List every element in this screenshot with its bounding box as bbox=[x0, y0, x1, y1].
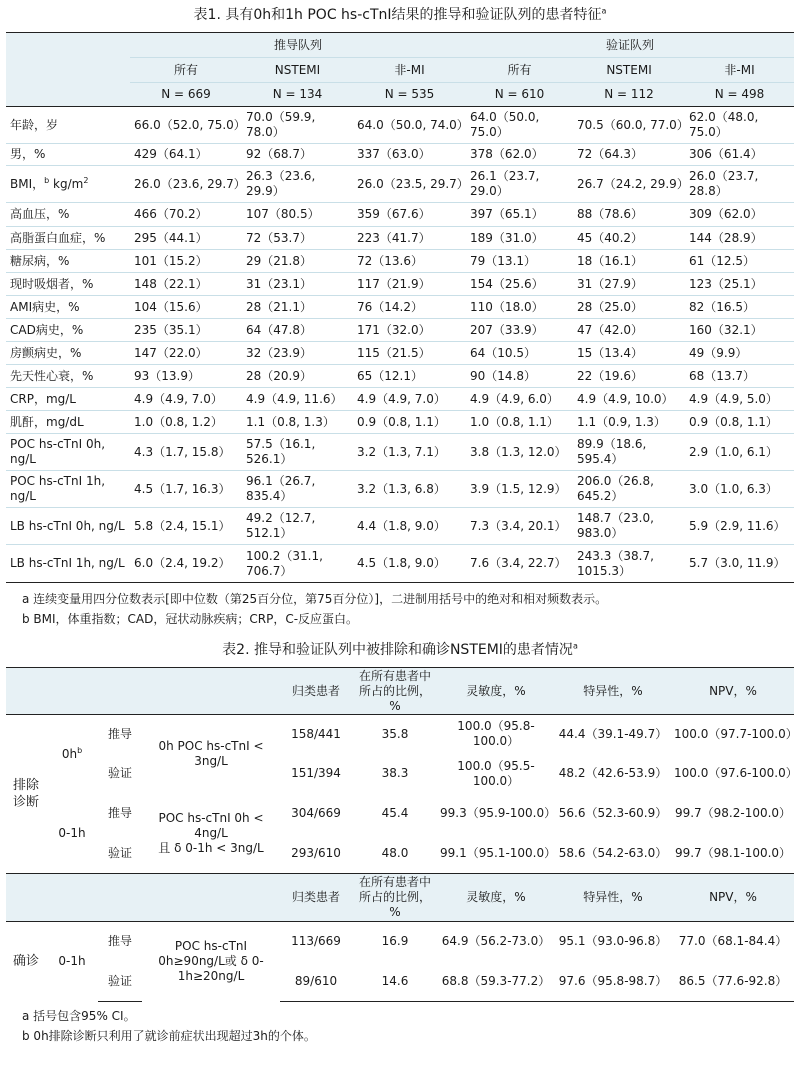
cell-value: 3.2（1.3, 6.8） bbox=[353, 471, 466, 508]
rule-out-0h-criterion: 0h POC hs-cTnI < 3ng/L bbox=[142, 715, 280, 794]
cell-npv: 100.0（97.7-100.0） bbox=[672, 715, 794, 754]
cell-value: 92（68.7） bbox=[242, 144, 353, 166]
cell-value: 4.9（4.9, 7.0） bbox=[353, 388, 466, 411]
cell-classified: 304/669 bbox=[291, 806, 341, 820]
cell-proportion: 45.4 bbox=[381, 806, 409, 820]
table2-caption-footnote-mark: a bbox=[572, 641, 578, 651]
cell-value: 82（16.5） bbox=[685, 296, 794, 319]
cell-value: 3.9（1.5, 12.9） bbox=[466, 471, 573, 508]
cohort-validation: 验证 bbox=[98, 962, 142, 1002]
cell-value: 70.5（60.0, 77.0） bbox=[573, 107, 685, 144]
cell-specificity: 48.2（42.6-53.9） bbox=[558, 766, 668, 780]
table1-group-header-row bbox=[6, 33, 794, 58]
cell-value: 26.1（23.7, 29.0） bbox=[466, 166, 573, 203]
cell-value: 223（41.7） bbox=[353, 227, 466, 250]
subheader-nstemi: NSTEMI bbox=[242, 58, 353, 83]
cell-value: 160（32.1） bbox=[685, 319, 794, 342]
cell-value: 22（19.6） bbox=[573, 365, 685, 388]
cell-value: 3.8（1.3, 12.0） bbox=[466, 434, 573, 471]
cell-value: 28（21.1） bbox=[242, 296, 353, 319]
cell-specificity: 95.1（93.0-96.8） bbox=[554, 922, 672, 962]
cell-value: 0.9（0.8, 1.1） bbox=[685, 411, 794, 434]
cell-value: 6.0（2.4, 19.2） bbox=[130, 545, 242, 583]
cell-value: 4.5（1.7, 16.3） bbox=[130, 471, 242, 508]
table-row bbox=[6, 227, 794, 250]
header-specificity: 特异性，% bbox=[554, 874, 672, 922]
cell-value: 96.1（26.7, 835.4） bbox=[242, 471, 353, 508]
cell-value: 31（27.9） bbox=[573, 273, 685, 296]
cell-value: 148.7（23.0, 983.0） bbox=[573, 508, 685, 545]
subheader-all: 所有 bbox=[466, 58, 573, 83]
cell-proportion: 14.6 bbox=[352, 962, 438, 1002]
cell-value: 117（21.9） bbox=[353, 273, 466, 296]
cell-value: 466（70.2） bbox=[130, 203, 242, 227]
cell-classified: 89/610 bbox=[280, 962, 352, 1002]
cohort-derivation: 推导 bbox=[98, 922, 142, 962]
cell-npv: 100.0（97.6-100.0） bbox=[674, 766, 798, 780]
cell-sensitivity: 64.9（56.2-73.0） bbox=[438, 922, 554, 962]
n-count: N = 134 bbox=[242, 83, 353, 107]
cell-npv: 77.0（68.1-84.4） bbox=[672, 922, 794, 962]
cell-value: 26.0（23.6, 29.7） bbox=[130, 166, 242, 203]
table-row bbox=[6, 754, 794, 794]
table2-header-row bbox=[6, 668, 794, 715]
cell-value: 148（22.1） bbox=[130, 273, 242, 296]
cell-value: 90（14.8） bbox=[466, 365, 573, 388]
table2-corner-cell bbox=[6, 874, 280, 922]
cell-value: 2.9（1.0, 6.1） bbox=[685, 434, 794, 471]
cell-value: 26.0（23.5, 29.7） bbox=[353, 166, 466, 203]
cell-value: 306（61.4） bbox=[685, 144, 794, 166]
cell-value: 64.0（50.0, 75.0） bbox=[466, 107, 573, 144]
cell-value: 72（64.3） bbox=[573, 144, 685, 166]
cell-value: 57.5（16.1, 526.1） bbox=[242, 434, 353, 471]
table2-note-b: b 0h排除诊断只利用了就诊前症状出现超过3h的个体。 bbox=[22, 1029, 316, 1043]
cell-value: 7.6（3.4, 22.7） bbox=[466, 545, 573, 583]
cell-value: 4.9（4.9, 11.6） bbox=[242, 388, 353, 411]
n-count: N = 498 bbox=[685, 83, 794, 107]
cell-value: 32（23.9） bbox=[242, 342, 353, 365]
header-classified: 归类患者 bbox=[280, 668, 352, 715]
table-row bbox=[6, 545, 794, 583]
table-row bbox=[6, 388, 794, 411]
cell-value: 359（67.6） bbox=[353, 203, 466, 227]
cell-value: 15（13.4） bbox=[573, 342, 685, 365]
cell-value: 64（10.5） bbox=[466, 342, 573, 365]
cell-value: 93（13.9） bbox=[130, 365, 242, 388]
rule-in-criterion: POC hs-cTnI 0h≥90ng/L或 δ 0-1h≥20ng/L bbox=[142, 922, 280, 1002]
row-label: LB hs-cTnI 0h, ng/L bbox=[6, 508, 130, 545]
table-row bbox=[6, 508, 794, 545]
cell-sensitivity: 100.0（95.5-100.0） bbox=[457, 758, 535, 788]
cell-value: 4.9（4.9, 7.0） bbox=[130, 388, 242, 411]
cell-value: 4.4（1.8, 9.0） bbox=[353, 508, 466, 545]
row-label: 现时吸烟者，% bbox=[6, 273, 130, 296]
row-label: POC hs-cTnI 0h, ng/L bbox=[6, 434, 130, 471]
header-sensitivity: 灵敏度，% bbox=[438, 874, 554, 922]
cell-value: 429（64.1） bbox=[130, 144, 242, 166]
cell-value: 7.3（3.4, 20.1） bbox=[466, 508, 573, 545]
cell-value: 1.1（0.8, 1.3） bbox=[242, 411, 353, 434]
table-row bbox=[6, 273, 794, 296]
cell-value: 4.9（4.9, 10.0） bbox=[573, 388, 685, 411]
subheader-all: 所有 bbox=[130, 58, 242, 83]
cell-value: 49.2（12.7, 512.1） bbox=[242, 508, 353, 545]
cell-value: 243.3（38.7, 1015.3） bbox=[573, 545, 685, 583]
cell-value: 309（62.0） bbox=[685, 203, 794, 227]
cell-value: 101（15.2） bbox=[130, 250, 242, 273]
row-label: 男，% bbox=[6, 144, 130, 166]
table-row bbox=[6, 834, 794, 874]
row-label: LB hs-cTnI 1h, ng/L bbox=[6, 545, 130, 583]
table-row bbox=[6, 471, 794, 508]
cohort-validation: 验证 bbox=[107, 845, 132, 860]
group-derivation-header: 推导队列 bbox=[130, 33, 466, 58]
cell-value: 28（20.9） bbox=[242, 365, 353, 388]
row-label: 肌酐，mg/dL bbox=[6, 411, 130, 434]
cohort-derivation: 推导 bbox=[107, 806, 132, 820]
row-label: CRP，mg/L bbox=[6, 388, 130, 411]
cell-npv: 86.5（77.6-92.8） bbox=[672, 962, 794, 1002]
cell-value: 4.5（1.8, 9.0） bbox=[353, 545, 466, 583]
n-count: N = 669 bbox=[130, 83, 242, 107]
cell-value: 189（31.0） bbox=[466, 227, 573, 250]
cell-value: 4.9（4.9, 6.0） bbox=[466, 388, 573, 411]
row-label: BMI，$^b$ $kg/m^2$ bbox=[6, 166, 130, 203]
cell-value: 5.7（3.0, 11.9） bbox=[685, 545, 794, 583]
table1-note-a: a 连续变量用四分位数表示[即中位数（第25百分位，第75百分位）]，二进制用括号中的绝对和相对频数表示。 bbox=[22, 592, 608, 606]
table-row bbox=[6, 342, 794, 365]
table2-header-row-2 bbox=[6, 874, 794, 922]
row-label: 糖尿病，% bbox=[6, 250, 130, 273]
table-row bbox=[6, 922, 794, 962]
cell-value: 147（22.0） bbox=[130, 342, 242, 365]
table-row bbox=[6, 203, 794, 227]
header-sensitivity: 灵敏度，% bbox=[438, 668, 554, 715]
cell-value: 107（80.5） bbox=[242, 203, 353, 227]
group-validation-header: 验证队列 bbox=[466, 33, 794, 58]
cell-value: 26.0（23.7, 28.8） bbox=[685, 166, 794, 203]
rule-out-0-1h-criterion: POC hs-cTnI 0h < 4ng/L 且 δ 0-1h < 3ng/L bbox=[158, 810, 264, 855]
row-label: 先天性心衰，% bbox=[6, 365, 130, 388]
cell-sensitivity: 99.3（95.9-100.0） bbox=[440, 806, 557, 820]
row-label: 高血压，% bbox=[6, 203, 130, 227]
cell-value: 100.2（31.1, 706.7） bbox=[242, 545, 353, 583]
table1-caption: 表1. 具有0h和1h POC hs-cTnI结果的推导和验证队列的患者特征$^a$ bbox=[193, 6, 607, 23]
cell-value: 295（44.1） bbox=[130, 227, 242, 250]
cohort-validation: 验证 bbox=[107, 766, 132, 780]
rule-out-label: 排除诊断 bbox=[6, 715, 46, 874]
n-count: N = 535 bbox=[353, 83, 466, 107]
cohort-derivation: 推导 bbox=[98, 715, 142, 754]
cell-value: 144（28.9） bbox=[685, 227, 794, 250]
cell-value: 397（65.1） bbox=[466, 203, 573, 227]
cell-value: 4.3（1.7, 15.8） bbox=[130, 434, 242, 471]
subheader-nstemi: NSTEMI bbox=[573, 58, 685, 83]
cell-value: 235（35.1） bbox=[130, 319, 242, 342]
table2-caption: 表2. 推导和验证队列中被排除和确诊NSTEMI的患者情况$^a$ bbox=[222, 641, 578, 658]
cell-value: 45（40.2） bbox=[573, 227, 685, 250]
cell-value: 115（21.5） bbox=[353, 342, 466, 365]
cell-proportion: 16.9 bbox=[352, 922, 438, 962]
subheader-non-mi: 非-MI bbox=[685, 58, 794, 83]
cell-value: 88（78.6） bbox=[573, 203, 685, 227]
cell-value: 206.0（26.8, 645.2） bbox=[573, 471, 685, 508]
cell-value: 207（33.9） bbox=[466, 319, 573, 342]
cell-value: 0.9（0.8, 1.1） bbox=[353, 411, 466, 434]
rule-in-label: 确诊 bbox=[6, 922, 46, 1002]
cell-specificity: 44.4（39.1-49.7） bbox=[554, 715, 672, 754]
table-row bbox=[6, 144, 794, 166]
cell-value: 104（15.6） bbox=[130, 296, 242, 319]
table-row bbox=[6, 250, 794, 273]
cell-value: 4.9（4.9, 5.0） bbox=[685, 388, 794, 411]
row-label: 高脂蛋白血症，% bbox=[6, 227, 130, 250]
header-specificity: 特异性，% bbox=[554, 668, 672, 715]
cell-value: 171（32.0） bbox=[353, 319, 466, 342]
cell-value: 123（25.1） bbox=[685, 273, 794, 296]
cell-value: 26.3（23.6, 29.9） bbox=[242, 166, 353, 203]
table-row bbox=[6, 296, 794, 319]
table-row bbox=[6, 107, 794, 144]
cell-value: 64（47.8） bbox=[242, 319, 353, 342]
table2-corner-cell bbox=[6, 668, 280, 715]
rule-out-0h-label: $0h^b$ bbox=[46, 715, 98, 794]
cell-specificity: 56.6（52.3-60.9） bbox=[558, 806, 668, 820]
cell-value: 337（63.0） bbox=[353, 144, 466, 166]
cell-sensitivity: 99.1（95.1-100.0） bbox=[440, 845, 557, 860]
cell-classified: 293/610 bbox=[291, 845, 341, 860]
header-npv: NPV，% bbox=[672, 874, 794, 922]
table-row bbox=[6, 365, 794, 388]
cell-value: 76（14.2） bbox=[353, 296, 466, 319]
cell-value: 68（13.7） bbox=[685, 365, 794, 388]
cell-value: 26.7（24.2, 29.9） bbox=[573, 166, 685, 203]
cell-value: 72（13.6） bbox=[353, 250, 466, 273]
cell-sensitivity: 68.8（59.3-77.2） bbox=[438, 962, 554, 1002]
subheader-non-mi: 非-MI bbox=[353, 58, 466, 83]
cell-classified: 113/669 bbox=[280, 922, 352, 962]
header-proportion: 在所有患者中所占的比例，% bbox=[352, 874, 438, 922]
table2 bbox=[6, 667, 798, 1002]
table-row bbox=[6, 411, 794, 434]
cell-value: 49（9.9） bbox=[685, 342, 794, 365]
table1-notes bbox=[22, 589, 800, 629]
cell-proportion: 35.8 bbox=[352, 715, 438, 754]
table-row bbox=[6, 794, 794, 834]
cell-value: 89.9（18.6, 595.4） bbox=[573, 434, 685, 471]
cell-value: 29（21.8） bbox=[242, 250, 353, 273]
row-label: AMI病史，% bbox=[6, 296, 130, 319]
cell-npv: 99.7（98.1-100.0） bbox=[674, 845, 792, 860]
cell-proportion: 38.3 bbox=[381, 766, 409, 780]
rule-in-time: 0-1h bbox=[46, 922, 98, 1002]
cell-classified: 151/394 bbox=[291, 766, 341, 780]
header-classified: 归类患者 bbox=[280, 874, 352, 922]
cell-value: 1.0（0.8, 1.1） bbox=[466, 411, 573, 434]
table-row bbox=[6, 166, 794, 203]
table-row bbox=[6, 434, 794, 471]
header-npv: NPV，% bbox=[672, 668, 794, 715]
cell-proportion: 48.0 bbox=[381, 845, 409, 860]
cell-value: 1.0（0.8, 1.2） bbox=[130, 411, 242, 434]
cell-value: 70.0（59.9, 78.0） bbox=[242, 107, 353, 144]
cell-value: 18（16.1） bbox=[573, 250, 685, 273]
table1-note-b: b BMI，体重指数；CAD，冠状动脉疾病；CRP，C-反应蛋白。 bbox=[22, 612, 359, 626]
row-label: POC hs-cTnI 1h, ng/L bbox=[6, 471, 130, 508]
row-label: 房颤病史，% bbox=[6, 342, 130, 365]
header-proportion: 在所有患者中所占的比例，% bbox=[352, 668, 438, 715]
cell-value: 72（53.7） bbox=[242, 227, 353, 250]
cell-value: 3.0（1.0, 6.3） bbox=[685, 471, 794, 508]
table-row bbox=[6, 715, 794, 754]
cell-value: 3.2（1.3, 7.1） bbox=[353, 434, 466, 471]
cell-value: 64.0（50.0, 74.0） bbox=[353, 107, 466, 144]
row-label: CAD病史，% bbox=[6, 319, 130, 342]
table1-corner-cell bbox=[6, 33, 130, 107]
cell-value: 154（25.6） bbox=[466, 273, 573, 296]
row-label: 年龄，岁 bbox=[6, 107, 130, 144]
table-row bbox=[6, 962, 794, 1002]
n-count: N = 112 bbox=[573, 83, 685, 107]
table1 bbox=[6, 32, 794, 583]
cell-value: 62.0（48.0, 75.0） bbox=[685, 107, 794, 144]
table2-note-a: a 括号包含95% CI。 bbox=[22, 1009, 136, 1023]
cell-value: 66.0（52.0, 75.0） bbox=[130, 107, 242, 144]
cell-value: 65（12.1） bbox=[353, 365, 466, 388]
cell-value: 28（25.0） bbox=[573, 296, 685, 319]
cell-value: 61（12.5） bbox=[685, 250, 794, 273]
table2-notes bbox=[22, 1006, 800, 1046]
n-count: N = 610 bbox=[466, 83, 573, 107]
cell-value: 79（13.1） bbox=[466, 250, 573, 273]
cell-value: 378（62.0） bbox=[466, 144, 573, 166]
cell-value: 5.8（2.4, 15.1） bbox=[130, 508, 242, 545]
cell-value: 110（18.0） bbox=[466, 296, 573, 319]
cell-value: 5.9（2.9, 11.6） bbox=[685, 508, 794, 545]
cell-sensitivity: 100.0（95.8-100.0） bbox=[438, 715, 554, 754]
cell-value: 1.1（0.9, 1.3） bbox=[573, 411, 685, 434]
cell-specificity: 58.6（54.2-63.0） bbox=[558, 845, 668, 860]
cell-value: 31（23.1） bbox=[242, 273, 353, 296]
cell-classified: 158/441 bbox=[280, 715, 352, 754]
rule-out-0-1h-label: 0-1h bbox=[58, 825, 86, 840]
cell-npv: 99.7（98.2-100.0） bbox=[674, 806, 792, 820]
table1-caption-footnote-mark: a bbox=[601, 6, 607, 16]
cell-value: 47（42.0） bbox=[573, 319, 685, 342]
cell-specificity: 97.6（95.8-98.7） bbox=[554, 962, 672, 1002]
table-row bbox=[6, 319, 794, 342]
